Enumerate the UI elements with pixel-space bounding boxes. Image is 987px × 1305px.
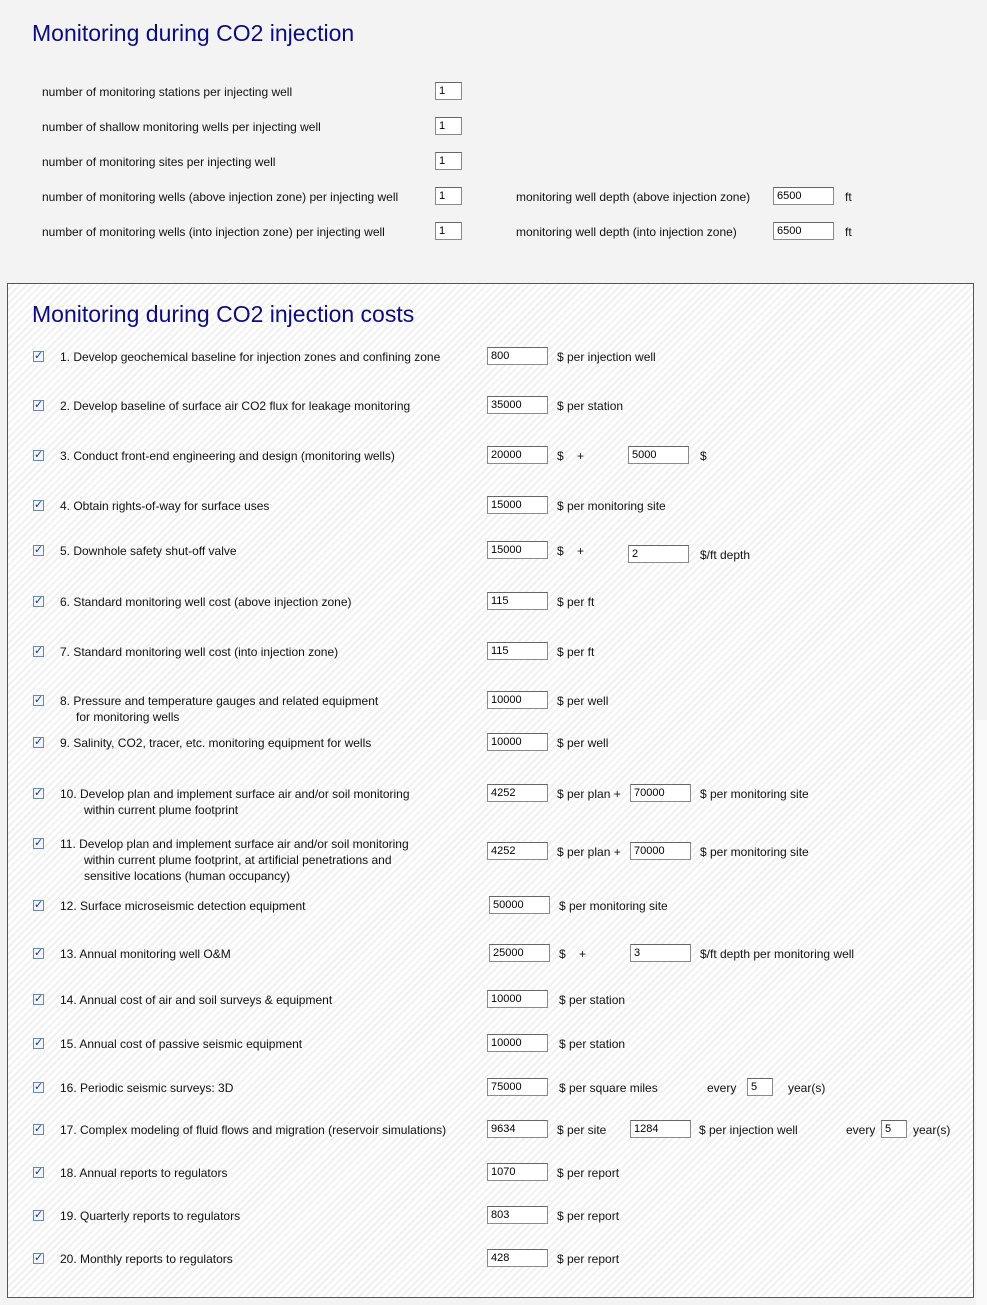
wells-above-input[interactable] [435,187,462,205]
item-17-every-label: every [846,1123,876,1137]
item-5-label: 5. Downhole safety shut-off valve [60,544,237,558]
item-16-every-unit: year(s) [788,1081,826,1095]
item-14-checkbox[interactable] [33,994,44,1005]
shallow-wells-input[interactable] [435,117,462,135]
section-title-monitoring: Monitoring during CO2 injection [32,20,355,46]
field-label-stations: number of monitoring stations per injecting well [42,85,293,99]
item-9-label: 9. Salinity, CO2, tracer, etc. monitoring equipment for wells [60,736,372,750]
item-9-checkbox[interactable] [33,737,44,748]
item-18-checkbox[interactable] [33,1167,44,1178]
item-12-unit: $ per monitoring site [559,899,668,913]
item-10-cost-input[interactable] [487,784,548,802]
item-2-checkbox[interactable] [33,400,44,411]
section-title-costs: Monitoring during CO2 injection costs [32,301,415,327]
item-10-second-input[interactable] [630,784,691,802]
item-18-label: 18. Annual reports to regulators [60,1166,228,1180]
item-6-checkbox[interactable] [33,596,44,607]
item-20-checkbox[interactable] [33,1253,44,1264]
item-1-unit: $ per injection well [557,350,656,364]
item-1-checkbox[interactable] [33,351,44,362]
field-label-wells-into: number of monitoring wells (into injection zone) per injecting well [42,225,385,239]
item-7-checkbox[interactable] [33,646,44,657]
sites-input[interactable] [435,152,462,170]
item-17-second-unit: $ per injection well [699,1123,798,1137]
item-16-every-input[interactable] [747,1078,773,1096]
item-2-label: 2. Develop baseline of surface air CO2 flux for leakage monitoring [60,399,411,413]
item-15-unit: $ per station [559,1037,626,1051]
depth-into-unit: ft [845,225,852,239]
item-8-checkbox[interactable] [33,695,44,706]
wells-into-input[interactable] [435,222,462,240]
item-19-label: 19. Quarterly reports to regulators [60,1209,241,1223]
item-7-cost-input[interactable] [487,642,548,660]
item-11-cost-input[interactable] [487,842,548,860]
item-19-checkbox[interactable] [33,1210,44,1221]
item-17-label: 17. Complex modeling of fluid flows and migration (reservoir simulations) [60,1123,447,1137]
item-4-unit: $ per monitoring site [557,499,666,513]
item-3-unit: $ + [557,449,585,463]
item-4-cost-input[interactable] [487,496,548,514]
item-11-checkbox[interactable] [33,838,44,849]
item-10-label-line2: within current plume footprint [84,803,239,817]
item-11-unit: $ per plan + [557,845,621,859]
item-11-second-unit: $ per monitoring site [700,845,809,859]
item-3-label: 3. Conduct front-end engineering and design (monitoring wells) [60,449,395,463]
item-13-unit: $ + [559,947,587,961]
item-19-cost-input[interactable] [487,1206,548,1224]
depth-above-unit: ft [845,190,852,204]
item-16-every-label: every [707,1081,737,1095]
item-4-label: 4. Obtain rights-of-way for surface uses [60,499,270,513]
item-15-label: 15. Annual cost of passive seismic equipment [60,1037,303,1051]
depth-above-label: monitoring well depth (above injection zone) [516,190,751,204]
item-8-label: 8. Pressure and temperature gauges and related equipment [60,694,379,708]
item-12-cost-input[interactable] [489,896,550,914]
item-14-label: 14. Annual cost of air and soil surveys & equipment [60,993,333,1007]
item-8-label-line2: for monitoring wells [76,710,180,724]
item-3-checkbox[interactable] [33,450,44,461]
item-20-cost-input[interactable] [487,1249,548,1267]
item-20-label: 20. Monthly reports to regulators [60,1252,233,1266]
item-11-label: 11. Develop plan and implement surface air and/or soil monitoring [60,837,409,851]
item-8-unit: $ per well [557,694,609,708]
item-13-checkbox[interactable] [33,948,44,959]
depth-into-label: monitoring well depth (into injection zone) [516,225,737,239]
field-label-shallow-wells: number of shallow monitoring wells per injecting well [42,120,321,134]
item-7-unit: $ per ft [557,645,595,659]
stations-input[interactable] [435,82,462,100]
item-16-unit: $ per square miles [559,1081,658,1095]
item-13-second-input[interactable] [630,944,691,962]
item-20-unit: $ per report [557,1252,620,1266]
item-17-checkbox[interactable] [33,1124,44,1135]
item-13-cost-input[interactable] [489,944,550,962]
item-15-cost-input[interactable] [487,1034,548,1052]
item-18-cost-input[interactable] [487,1163,548,1181]
item-8-cost-input[interactable] [487,691,548,709]
item-5-cost-input[interactable] [487,541,548,559]
item-6-label: 6. Standard monitoring well cost (above injection zone) [60,595,352,609]
item-17-unit: $ per site [557,1123,607,1137]
item-17-every-unit: year(s) [913,1123,951,1137]
item-10-checkbox[interactable] [33,788,44,799]
item-2-cost-input[interactable] [487,396,548,414]
item-3-second-unit: $ [700,449,707,463]
item-12-label: 12. Surface microseismic detection equipment [60,899,306,913]
item-13-label: 13. Annual monitoring well O&M [60,947,231,961]
item-7-label: 7. Standard monitoring well cost (into injection zone) [60,645,339,659]
field-label-wells-above: number of monitoring wells (above injection zone) per injecting well [42,190,399,204]
item-17-cost-input[interactable] [487,1120,548,1138]
item-6-unit: $ per ft [557,595,595,609]
item-1-cost-input[interactable] [487,347,548,365]
item-14-cost-input[interactable] [487,990,548,1008]
item-9-cost-input[interactable] [487,733,548,751]
item-5-checkbox[interactable] [33,545,44,556]
item-12-checkbox[interactable] [33,900,44,911]
item-10-label: 10. Develop plan and implement surface air and/or soil monitoring [60,787,410,801]
item-16-checkbox[interactable] [33,1082,44,1093]
item-1-label: 1. Develop geochemical baseline for injection zones and confining zone [60,350,441,364]
field-label-sites: number of monitoring sites per injecting well [42,155,276,169]
item-10-unit: $ per plan + [557,787,621,801]
item-5-second-unit: $/ft depth [700,548,751,562]
item-6-cost-input[interactable] [487,592,548,610]
item-11-label-line3: sensitive locations (human occupancy) [84,869,291,883]
item-11-second-input[interactable] [630,842,691,860]
item-11-label-line2: within current plume footprint, at artificial penetrations and [84,853,392,867]
item-14-unit: $ per station [559,993,626,1007]
right-margin [976,720,987,1305]
item-5-second-input[interactable] [628,545,689,563]
item-15-checkbox[interactable] [33,1038,44,1049]
item-2-unit: $ per station [557,399,624,413]
item-3-second-input[interactable] [628,446,689,464]
depth-into-input[interactable] [773,222,834,240]
item-18-unit: $ per report [557,1166,620,1180]
item-9-unit: $ per well [557,736,609,750]
item-16-cost-input[interactable] [487,1078,548,1096]
item-4-checkbox[interactable] [33,500,44,511]
item-17-every-input[interactable] [881,1120,907,1138]
item-3-cost-input[interactable] [487,446,548,464]
depth-above-input[interactable] [773,187,834,205]
item-19-unit: $ per report [557,1209,620,1223]
item-16-label: 16. Periodic seismic surveys: 3D [60,1081,234,1095]
item-10-second-unit: $ per monitoring site [700,787,809,801]
item-5-unit: $ + [557,544,585,558]
item-17-second-input[interactable] [630,1120,691,1138]
item-13-second-unit: $/ft depth per monitoring well [700,947,855,961]
